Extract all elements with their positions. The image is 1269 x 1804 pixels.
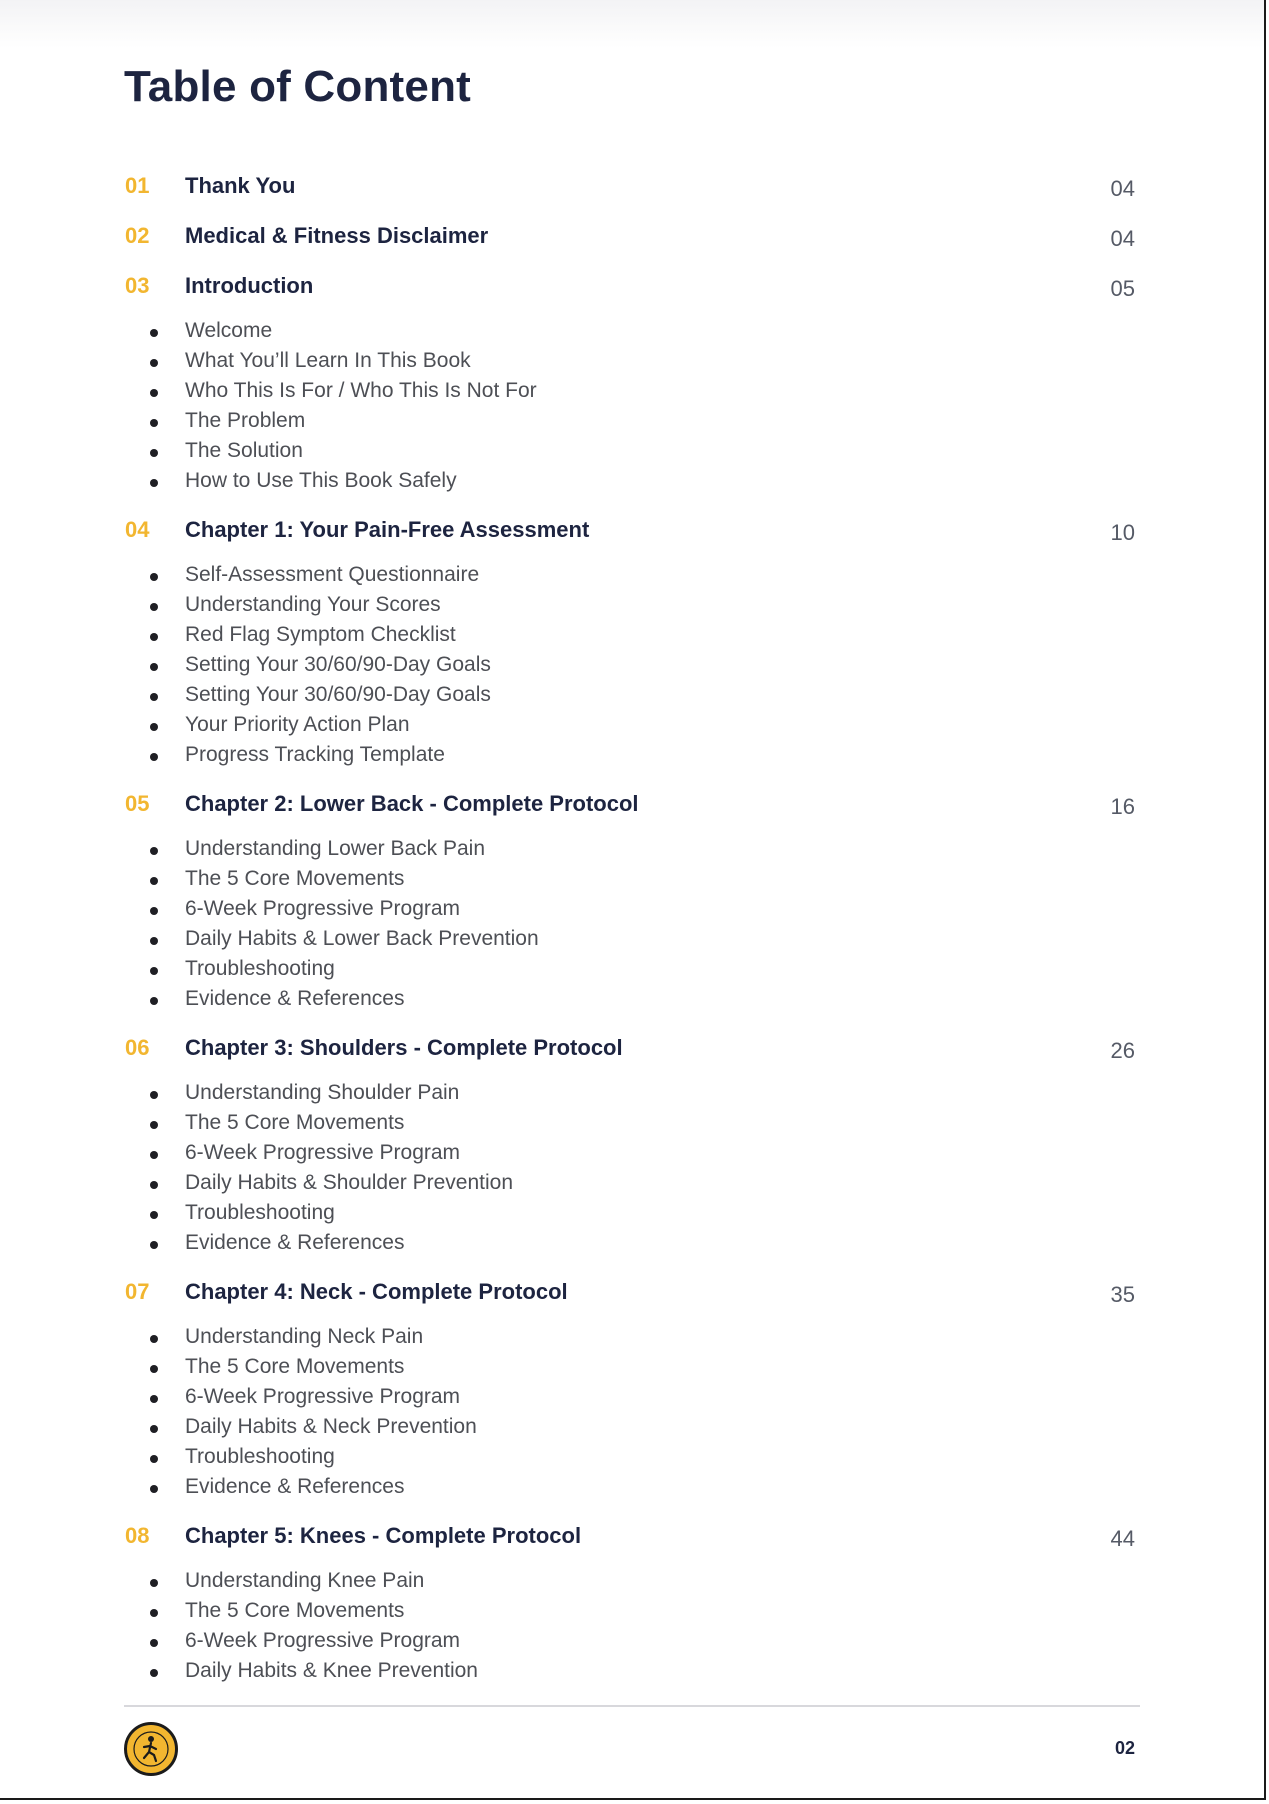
entry-page: 10: [1110, 520, 1135, 545]
bullet-icon: [150, 1211, 158, 1219]
list-item: The Solution: [0, 436, 1264, 466]
entry-heading: Chapter 5: Knees - Complete Protocol: [185, 1523, 582, 1548]
bullet-icon: [150, 1579, 158, 1587]
entry-number: 04: [125, 517, 150, 542]
bullet-icon: [150, 419, 158, 427]
entry-heading: Medical & Fitness Disclaimer: [185, 223, 489, 248]
list-item: Daily Habits & Knee Prevention: [0, 1656, 1264, 1686]
list-item: Your Priority Action Plan: [0, 710, 1264, 740]
bullet-icon: [150, 1241, 158, 1249]
runner-emblem-icon: [127, 1725, 175, 1773]
list-item: Troubleshooting: [0, 1198, 1264, 1228]
list-item: Evidence & References: [0, 1472, 1264, 1502]
bullet-icon: [150, 877, 158, 885]
bullet-icon: [150, 723, 158, 731]
bullet-icon: [150, 389, 158, 397]
list-item: Understanding Neck Pain: [0, 1322, 1264, 1352]
entry-subtopics: [0, 1566, 1264, 1686]
list-item: The 5 Core Movements: [0, 1108, 1264, 1138]
entry-subtopics: [0, 560, 1264, 770]
entry-number: 01: [125, 173, 150, 198]
bullet-icon: [150, 603, 158, 611]
bullet-icon: [150, 967, 158, 975]
list-item: How to Use This Book Safely: [0, 466, 1264, 496]
entry-heading: Chapter 2: Lower Back - Complete Protocol: [185, 791, 639, 816]
list-item: Understanding Your Scores: [0, 590, 1264, 620]
bullet-icon: [150, 1181, 158, 1189]
bullet-icon: [150, 1425, 158, 1433]
list-item: The 5 Core Movements: [0, 1352, 1264, 1382]
bullet-icon: [150, 1121, 158, 1129]
entry-page: 44: [1110, 1526, 1135, 1551]
entry-number: 08: [125, 1523, 150, 1548]
list-item: 6-Week Progressive Program: [0, 1138, 1264, 1168]
bullet-icon: [150, 449, 158, 457]
list-item: 6-Week Progressive Program: [0, 894, 1264, 924]
bullet-icon: [150, 359, 158, 367]
entry-number: 07: [125, 1279, 150, 1304]
entry-heading: Chapter 4: Neck - Complete Protocol: [185, 1279, 568, 1304]
entry-page: 26: [1110, 1038, 1135, 1063]
bullet-icon: [150, 573, 158, 581]
list-item: Setting Your 30/60/90-Day Goals: [0, 680, 1264, 710]
bullet-icon: [150, 1335, 158, 1343]
list-item: Self-Assessment Questionnaire: [0, 560, 1264, 590]
entry-page: 16: [1110, 794, 1135, 819]
list-item: Daily Habits & Shoulder Prevention: [0, 1168, 1264, 1198]
bullet-icon: [150, 753, 158, 761]
entry-number: 06: [125, 1035, 150, 1060]
entry-number: 02: [125, 223, 150, 248]
list-item: Setting Your 30/60/90-Day Goals: [0, 650, 1264, 680]
bullet-icon: [150, 1091, 158, 1099]
top-shadow: [0, 0, 1264, 48]
list-item: Who This Is For / Who This Is Not For: [0, 376, 1264, 406]
entry-heading: Thank You: [185, 173, 296, 198]
bullet-icon: [150, 997, 158, 1005]
toc-entry[interactable]: [0, 791, 1264, 825]
list-item: Troubleshooting: [0, 1442, 1264, 1472]
entry-heading: Introduction: [185, 273, 314, 298]
toc-entry[interactable]: [0, 273, 1264, 307]
list-item: Daily Habits & Lower Back Prevention: [0, 924, 1264, 954]
list-item: Progress Tracking Template: [0, 740, 1264, 770]
list-item: 6-Week Progressive Program: [0, 1626, 1264, 1656]
list-item: Daily Habits & Neck Prevention: [0, 1412, 1264, 1442]
brand-logo-icon: [124, 1722, 178, 1776]
entry-subtopics: [0, 1322, 1264, 1502]
bullet-icon: [150, 937, 158, 945]
bullet-icon: [150, 1485, 158, 1493]
list-item: Evidence & References: [0, 984, 1264, 1014]
bullet-icon: [150, 1639, 158, 1647]
list-item: Welcome: [0, 316, 1264, 346]
bullet-icon: [150, 847, 158, 855]
list-item: What You’ll Learn In This Book: [0, 346, 1264, 376]
bullet-icon: [150, 479, 158, 487]
entry-subtopics: [0, 316, 1264, 496]
toc-entry[interactable]: [0, 173, 1264, 207]
bullet-icon: [150, 1395, 158, 1403]
toc-entry[interactable]: [0, 1523, 1264, 1557]
list-item: Understanding Lower Back Pain: [0, 834, 1264, 864]
list-item: Evidence & References: [0, 1228, 1264, 1258]
entry-heading: Chapter 3: Shoulders - Complete Protocol: [185, 1035, 623, 1060]
bullet-icon: [150, 1455, 158, 1463]
bullet-icon: [150, 907, 158, 915]
entry-heading: Chapter 1: Your Pain-Free Assessment: [185, 517, 590, 542]
toc-entry[interactable]: [0, 1279, 1264, 1313]
list-item: Understanding Knee Pain: [0, 1566, 1264, 1596]
bullet-icon: [150, 1365, 158, 1373]
list-item: Troubleshooting: [0, 954, 1264, 984]
entry-number: 03: [125, 273, 150, 298]
toc-entry[interactable]: [0, 517, 1264, 551]
entry-page: 04: [1110, 176, 1135, 201]
bullet-icon: [150, 693, 158, 701]
list-item: The Problem: [0, 406, 1264, 436]
entry-page: 05: [1110, 276, 1135, 301]
list-item: Red Flag Symptom Checklist: [0, 620, 1264, 650]
page-title: Table of Content: [124, 62, 472, 111]
bullet-icon: [150, 329, 158, 337]
bullet-icon: [150, 1669, 158, 1677]
toc-entry[interactable]: [0, 1035, 1264, 1069]
toc-entry[interactable]: [0, 223, 1264, 257]
bullet-icon: [150, 1609, 158, 1617]
entry-page: 35: [1110, 1282, 1135, 1307]
list-item: Understanding Shoulder Pain: [0, 1078, 1264, 1108]
page-number: 02: [1114, 1738, 1135, 1758]
list-item: The 5 Core Movements: [0, 1596, 1264, 1626]
entry-number: 05: [125, 791, 150, 816]
list-item: The 5 Core Movements: [0, 864, 1264, 894]
bullet-icon: [150, 633, 158, 641]
bullet-icon: [150, 663, 158, 671]
bullet-icon: [150, 1151, 158, 1159]
footer-divider: [124, 1705, 1140, 1707]
entry-page: 04: [1110, 226, 1135, 251]
entry-subtopics: [0, 834, 1264, 1014]
list-item: 6-Week Progressive Program: [0, 1382, 1264, 1412]
entry-subtopics: [0, 1078, 1264, 1258]
